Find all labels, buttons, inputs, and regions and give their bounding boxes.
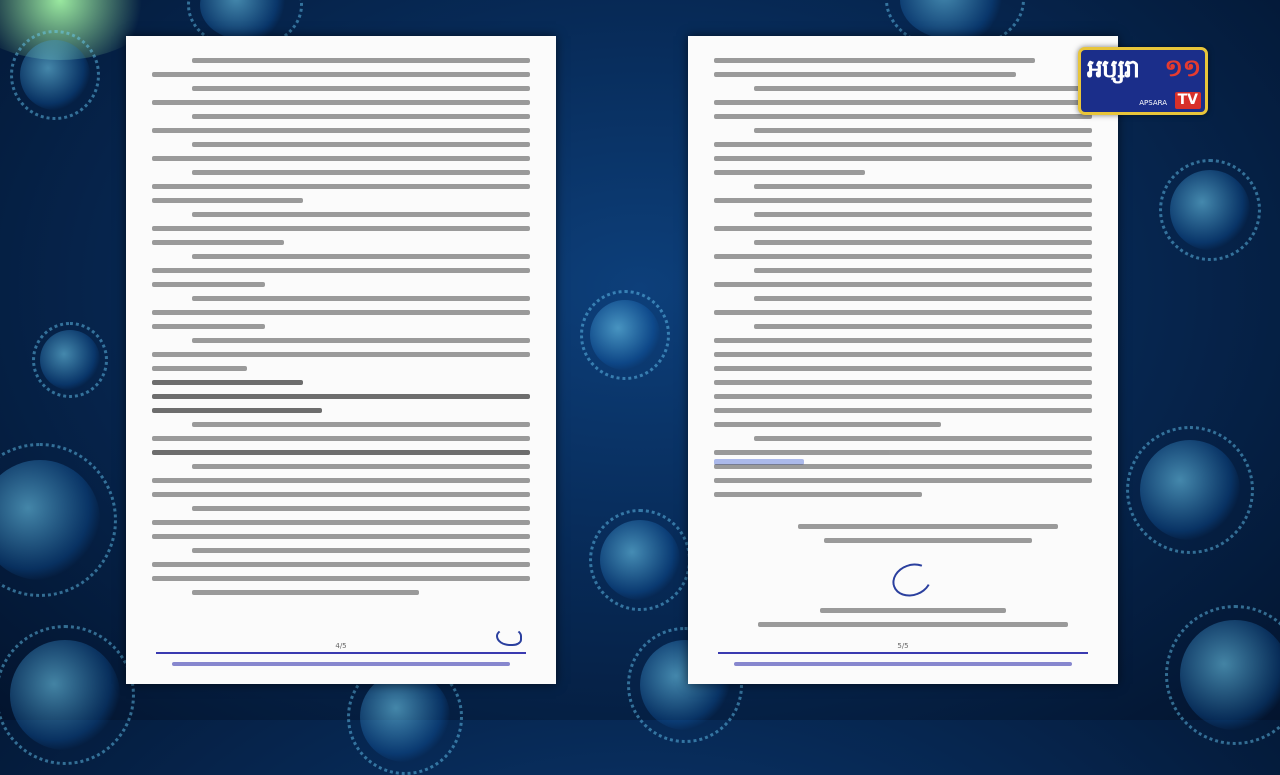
logo-number: ១១ <box>1164 54 1201 82</box>
virus-icon <box>1170 170 1250 250</box>
document-page-right <box>688 36 1118 684</box>
page-number: 4/5 <box>335 642 347 650</box>
virus-icon <box>360 672 450 762</box>
document-text-block <box>152 58 530 634</box>
virus-icon <box>20 40 90 110</box>
footer-rule <box>718 652 1088 654</box>
virus-icon <box>900 0 1010 40</box>
virus-icon <box>590 300 660 370</box>
footer-rule <box>156 652 526 654</box>
virus-icon <box>10 640 120 750</box>
date-block <box>798 524 1058 552</box>
apsara-tv-logo <box>1078 47 1208 115</box>
footer-address <box>734 662 1072 666</box>
logo-script: អប្សរា <box>1087 54 1140 83</box>
document-page-left <box>126 36 556 684</box>
footer-address <box>172 662 510 666</box>
signatory-block <box>758 608 1068 636</box>
logo-tv-badge: TV <box>1175 92 1201 109</box>
virus-icon <box>1140 440 1240 540</box>
virus-icon <box>1180 620 1280 730</box>
logo-sub-label: APSARA <box>1139 99 1167 107</box>
virus-icon <box>200 0 290 40</box>
virus-icon <box>40 330 100 390</box>
virus-icon <box>0 460 100 580</box>
page-number: 5/5 <box>897 642 909 650</box>
virus-icon <box>600 520 680 600</box>
